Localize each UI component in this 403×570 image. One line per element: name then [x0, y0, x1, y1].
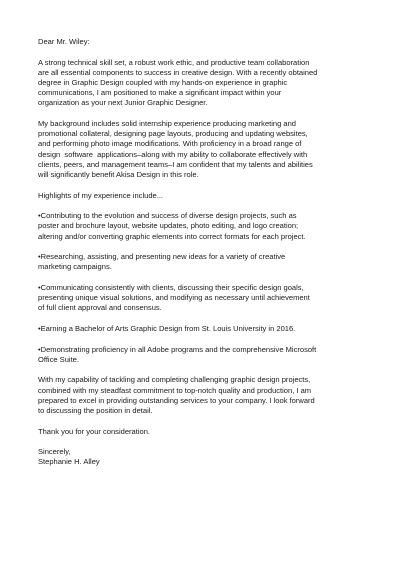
- highlight-line: altering and/or converting graphic elements into correct formats for each project.: [38, 231, 306, 241]
- intro-line: A strong technical skill set, a robust work ethic, and productive team collaboration: [38, 57, 310, 67]
- highlight-line: Office Suite.: [38, 354, 79, 364]
- signature-name: Stephanie H. Alley: [38, 457, 100, 467]
- closing-line: to discussing the position in detail.: [38, 406, 153, 415]
- signature-block: [38, 447, 373, 467]
- signoff: Sincerely,: [38, 447, 71, 457]
- closing-line: combined with my steadfast commitment to top-notch quality and production, I am: [38, 385, 312, 395]
- highlight-item: [38, 211, 373, 242]
- salutation: [38, 37, 373, 47]
- highlight-line: marketing campaigns.: [38, 262, 112, 272]
- intro-paragraph: [38, 58, 373, 109]
- background-line: will significantly benefit Akisa Design in this role.: [38, 170, 199, 180]
- highlight-line: •Researching, assisting, and presenting new ideas for a variety of creative: [38, 252, 286, 262]
- background-line: clients, peers, and management teams–I am confident that my talents and abilities: [38, 159, 313, 169]
- highlight-line: •Demonstrating proficiency in all Adobe programs and the comprehensive Microsoft: [38, 344, 317, 354]
- salutation-text: Dear Mr. Wiley:: [38, 37, 90, 46]
- highlight-line: poster and brochure layout, website updates, photo editing, and logo creation;: [38, 221, 299, 231]
- background-line: and performing photo image modifications. With proficiency in a broad range of: [38, 139, 302, 149]
- highlight-line: of full client approval and consensus.: [38, 303, 162, 313]
- intro-line: degree in Graphic Design coupled with my hands-on experience in graphic: [38, 78, 288, 87]
- background-line: design software applications–along with my ability to collaborate effectively with: [38, 149, 308, 159]
- highlight-line: presenting unique visual solutions, and modifying as necessary until achievement: [38, 293, 310, 303]
- intro-line: communications, I am positioned to make a significant impact within your: [38, 88, 282, 98]
- background-line: My background includes solid internship experience producing marketing and: [38, 119, 297, 128]
- highlight-item: [38, 324, 373, 334]
- closing-line: prepared to excel in providing outstanding services to your company. I look forward: [38, 395, 315, 405]
- thank-you-paragraph: [38, 427, 373, 437]
- background-paragraph: [38, 119, 373, 180]
- closing-line: With my capability of tackling and completing challenging graphic design projects,: [38, 375, 311, 385]
- highlight-line: •Communicating consistently with clients, discussing their specific design goals,: [38, 283, 304, 292]
- highlight-line: •Earning a Bachelor of Arts Graphic Design from St. Louis University in 2016.: [38, 324, 296, 333]
- highlight-item: [38, 345, 373, 365]
- highlights-intro: [38, 191, 373, 201]
- highlight-line: •Contributing to the evolution and success of diverse design projects, such as: [38, 211, 297, 221]
- highlight-item: [38, 283, 373, 314]
- highlight-item: [38, 252, 373, 272]
- thank-you-text: Thank you for your consideration.: [38, 426, 151, 436]
- intro-line: are all essential components to success in creative design. With a recently obtained: [38, 67, 318, 77]
- highlights-list: [38, 211, 373, 365]
- highlights-intro-text: Highlights of my experience include...: [38, 190, 164, 200]
- closing-paragraph: [38, 375, 373, 416]
- background-line: promotional collateral, designing page layouts, producing and updating websites,: [38, 129, 308, 139]
- intro-line: organization as your next Junior Graphic Designer.: [38, 98, 208, 108]
